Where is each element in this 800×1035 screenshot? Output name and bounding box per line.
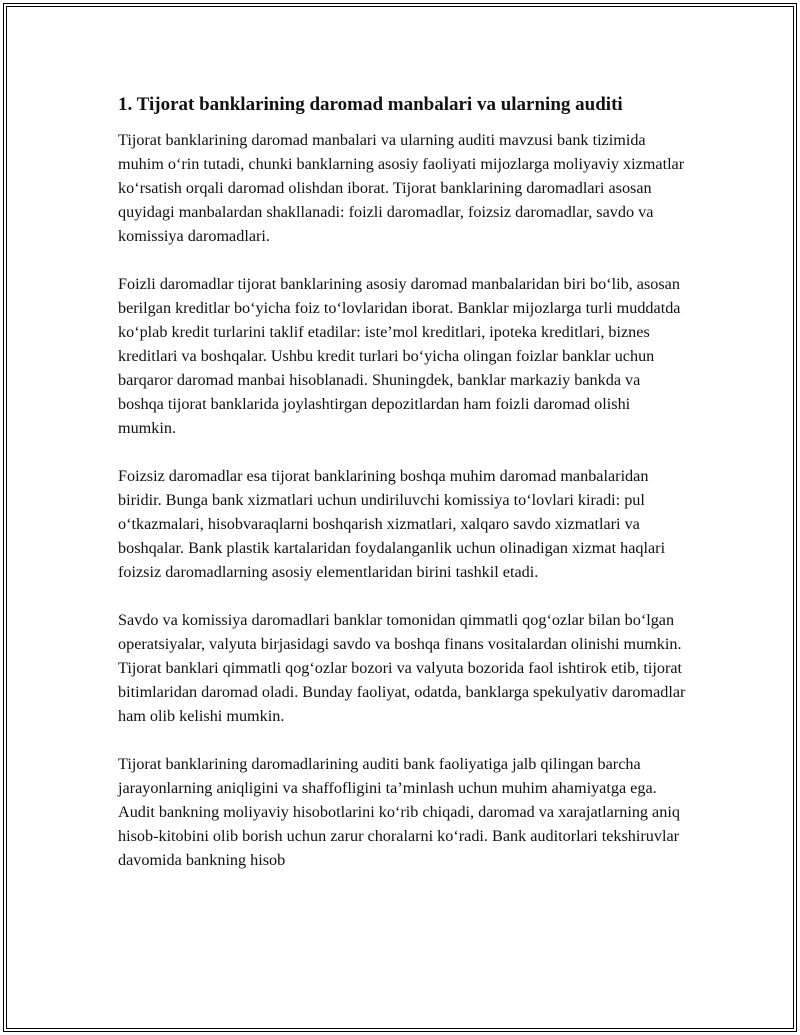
paragraph-trading-income: Savdo va komissiya daromadlari banklar tomonidan qimmatli qogʻozlar bilan boʻlgan operatsiyalar, valyuta birjasidagi savdo va boshqa finans vositalardan olinishi mumkin. Tijorat banklari qimmatli qogʻozlar bozori va valyuta bozorida faol ishtirok etib, tijorat bitimlaridan daromad oladi. Bunday faoliyat, odatda, banklarga spekulyativ daromadlar ham olib kelishi mumkin. <box>118 611 686 725</box>
paragraph-non-interest-income: Foizsiz daromadlar esa tijorat banklarining boshqa muhim daromad manbalaridan biridir. Bunga bank xizmatlari uchun undiriluvchi komissiya toʻlovlari kiradi: pul oʻtkazmalari, hisobvaraqlarni boshqarish xizmatlari, xalqaro savdo xizmatlari va boshqalar. Bank plastik kartalaridan foydalanganlik uchun olinadigan xizmat haqlari foizsiz daromadlarning asosiy elementlaridan birini tashkil etadi. <box>118 467 666 581</box>
document-body <box>118 92 688 896</box>
paragraph-audit: Tijorat banklarining daromadlarining auditi bank faoliyatiga jalb qilingan barcha jarayonlarning aniqligini va shaffofligini taʼminlash uchun muhim ahamiyatga ega. Audit bankning moliyaviy hisobotlarini koʻrib chiqadi, daromad va xarajatlarning aniq hisob-kitobini olib borish uchun zarur choralarni koʻradi. Bank auditorlari tekshiruvlar davomida bankning hisob <box>118 755 680 869</box>
paragraph-intro: Tijorat banklarining daromad manbalari va ularning auditi mavzusi bank tizimida muhim oʻrin tutadi, chunki banklarning asosiy faoliyati mijozlarga moliyaviy xizmatlar koʻrsatish orqali daromad olishdan iborat. Tijorat banklarining daromadlari asosan quyidagi manbalardan shakllanadi: foizli daromadlar, foizsiz daromadlar, savdo va komissiya daromadlari. <box>118 131 685 245</box>
section-heading: 1. Tijorat banklarining daromad manbalari va ularning auditi <box>118 94 623 115</box>
paragraph-interest-income: Foizli daromadlar tijorat banklarining asosiy daromad manbalaridan biri boʻlib, asosan berilgan kreditlar boʻyicha foiz toʻlovlaridan iborat. Banklar mijozlarga turli muddatda koʻplab kredit turlarini taklif etadilar: isteʼmol kreditlari, ipoteka kreditlari, biznes kreditlari va boshqalar. Ushbu kredit turlari boʻyicha olingan foizlar banklar uchun barqaror daromad manbai hisoblanadi. Shuningdek, banklar markaziy bankda va boshqa tijorat banklarida joylashtirgan depozitlardan ham foizli daromad olishi mumkin. <box>118 275 681 437</box>
